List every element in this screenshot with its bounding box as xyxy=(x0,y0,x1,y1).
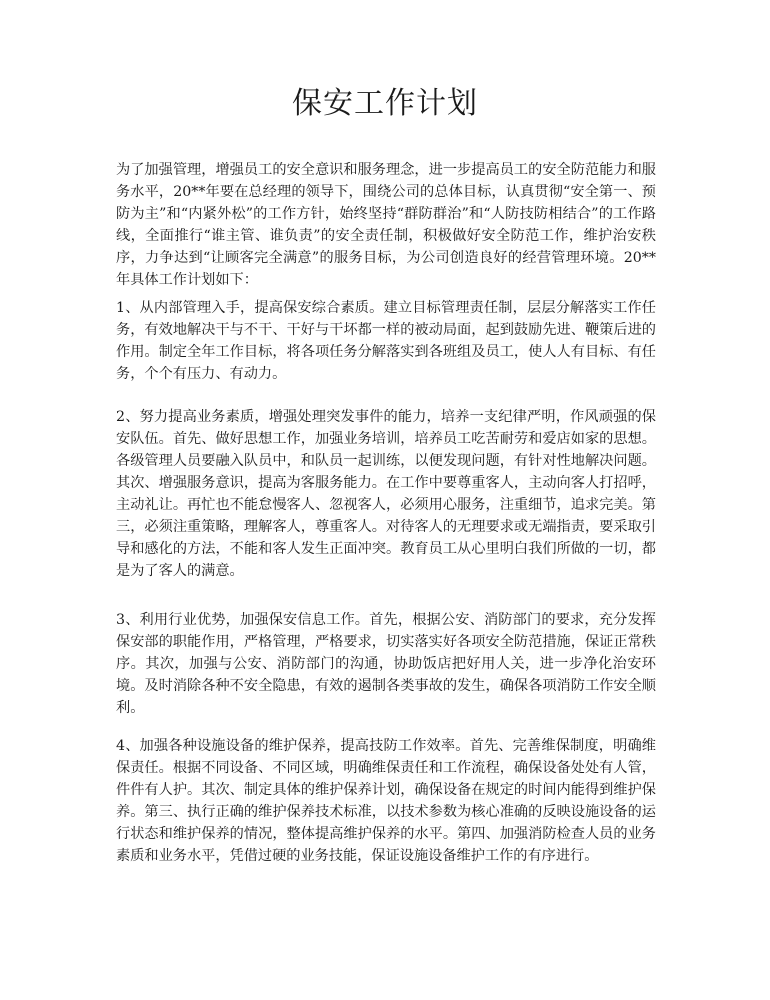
paragraph-item-3: 3、利用行业优势，加强保安信息工作。首先，根据公安、消防部门的要求，充分发挥保安部的职能作用，严格管理，严格要求，切实落实好各项安全防范措施，保证正常秩序。其次，加强与公安、消防部门的沟通，协助饭店把好用人关，进一步净化治安环境。及时消除各种不安全隐患，有效的遏制各类事故的发生，确保各项消防工作安全顺利。 xyxy=(116,612,656,716)
document-title: 保安工作计划 xyxy=(292,86,478,121)
paragraph-item-1: 1、从内部管理入手，提高保安综合素质。建立目标管理责任制，层层分解落实工作任务，有效地解决干与不干、干好与干坏都一样的被动局面，起到鼓励先进、鞭策后进的作用。制定全年工作目标，将各项任务分解落实到各班组及员工，使人人有目标、有任务，个个有压力、有动力。 xyxy=(116,300,656,382)
paragraph-item-4: 4、加强各种设施设备的维护保养，提高技防工作效率。首先、完善维保制度，明确维保责任。根据不同设备、不同区域，明确维保责任和工作流程，确保设备处处有人管，件件有人护。其次、制定具体的维护保养计划，确保设备在规定的时间内能得到维护保养。第三、执行正确的维护保养技术标准，以技术参数为核心准确的反映设施设备的运行状态和维护保养的情况，整体提高维护保养的水平。第四、加强消防检查人员的业务素质和业务水平，凭借过硬的业务技能，保证设施设备维护工作的有序进行。 xyxy=(116,738,656,864)
paragraph-item-2: 2、努力提高业务素质，增强处理突发事件的能力，培养一支纪律严明，作风顽强的保安队伍。首先、做好思想工作，加强业务培训，培养员工吃苦耐劳和爱店如家的思想。各级管理人员要融入队员中，和队员一起训练，以便发现问题，有针对性地解决问题。其次、增强服务意识，提高为客服务能力。在工作中要尊重客人，主动向客人打招呼，主动礼让。再忙也不能怠慢客人、忽视客人，必须用心服务，注重细节，追求完美。第三，必须注重策略，理解客人，尊重客人。对待客人的无理要求或无端指责，要采取引导和感化的方法，不能和客人发生正面冲突。教育员工从心里明白我们所做的一切，都是为了客人的满意。 xyxy=(116,409,656,579)
intro-paragraph: 为了加强管理，增强员工的安全意识和服务理念，进一步提高员工的安全防范能力和服务水平，20**年要在总经理的领导下，围绕公司的总体目标，认真贯彻“安全第一、预防为主”和“内紧外松”的工作方针，始终坚持“群防群治”和“人防技防相结合”的工作路线，全面推行“谁主管、谁负责”的安全责任制，积极做好安全防范工作，维护治安秩序，力争达到“让顾客完全满意”的服务目标，为公司创造良好的经营管理环境。20**年具体工作计划如下： xyxy=(116,162,656,288)
